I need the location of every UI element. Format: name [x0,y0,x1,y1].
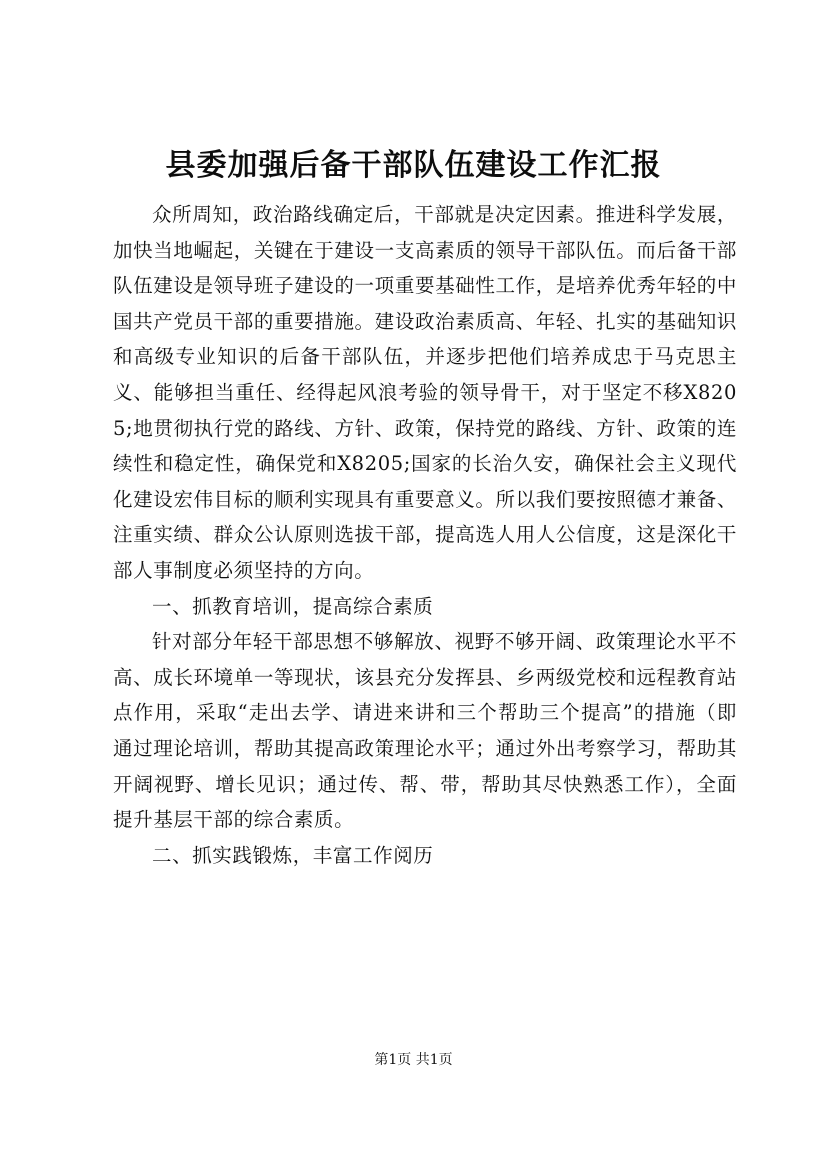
document-title: 县委加强后备干部队伍建设工作汇报 [165,148,662,183]
page-footer: 第1页 共1页 [374,1052,453,1068]
document-body [113,197,737,873]
section-heading-2: 二、抓实践锻炼，丰富工作阅历 [152,843,434,867]
section-1-paragraph: 针对部分年轻干部思想不够解放、视野不够开阔、政策理论水平不高、成长环境单一等现状，该县充分发挥县、乡两级党校和远程教育站点作用，采取“走出去学、请进来讲和三个帮助三个提高”的措施（即通过理论培训，帮助其提高政策理论水平；通过外出考察学习，帮助其开阔视野、增长见识；通过传、帮、带，帮助其尽快熟悉工作），全面提升基层干部的综合素质。 [113,630,737,832]
intro-paragraph: 众所周知，政治路线确定后，干部就是决定因素。推进科学发展，加快当地崛起，关键在于建设一支高素质的领导干部队伍。而后备干部队伍建设是领导班子建设的一项重要基础性工作，是培养优秀年轻的中国共产党员干部的重要措施。建设政治素质高、年轻、扎实的基础知识和高级专业知识的后备干部队伍，并逐步把他们培养成忠于马克思主义、能够担当重任、经得起风浪考验的领导骨干，对于坚定不移X8205;地贯彻执行党的路线、方针、政策，保持党的路线、方针、政策的连续性和稳定性，确保党和X8205;国家的长治久安，确保社会主义现代化建设宏伟目标的顺利实现具有重要意义。所以我们要按照德才兼备、注重实绩、群众公认原则选拔干部，提高选人用人公信度，这是深化干部人事制度必须坚持的方向。 [113,203,737,582]
section-heading-1: 一、抓教育培训，提高综合素质 [152,594,434,618]
